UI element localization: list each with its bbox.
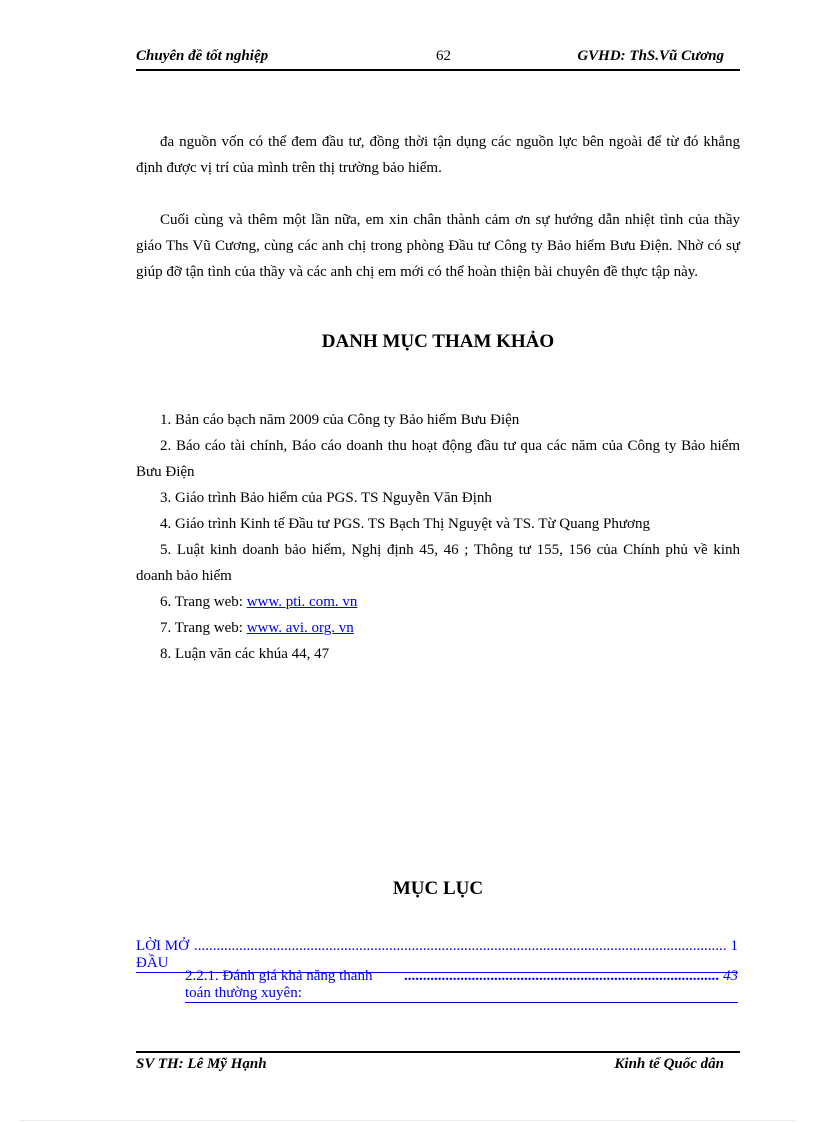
page-number: 62: [436, 48, 451, 64]
references-title: DANH MỤC THAM KHẢO: [321, 331, 555, 352]
reference-item: 2. Báo cáo tài chính, Báo cáo doanh thu hoạt động đầu tư qua các năm của Công ty Bảo hiểm Bưu Điện: [136, 438, 740, 480]
footer-divider: [136, 1051, 740, 1053]
link-pti[interactable]: www. pti. com. vn: [246, 594, 358, 610]
references-list: [136, 407, 740, 667]
paragraph-text: Cuối cùng và thêm một lần nữa, em xin chân thành cảm ơn sự hướng dẫn nhiệt tình của thầy giáo Ths Vũ Cương, cùng các anh chị trong phòng Đầu tư Công ty Bảo hiểm Bưu Điện. Nhờ có sự giúp đỡ tận tình của thầy và các anh chị em mới có thể hoàn thiện bài chuyên đề thực tập này.: [136, 212, 740, 280]
reference-label: 6. Trang web:: [160, 594, 247, 610]
link-avi[interactable]: www. avi. org. vn: [246, 620, 354, 636]
toc-title: MỤC LỤC: [392, 878, 484, 899]
reference-item: [136, 615, 740, 641]
page-footer: [136, 1056, 740, 1073]
toc-leader: ..............................................................................................................................................: [194, 938, 727, 954]
header-divider: [136, 69, 740, 71]
body-paragraph-2: [136, 207, 740, 285]
reference-item: 4. Giáo trình Kinh tế Đầu tư PGS. TS Bạch Thị Nguyệt và TS. Từ Quang Phương: [160, 516, 650, 532]
toc-page: 1: [730, 938, 738, 954]
reference-label: 7. Trang web:: [160, 620, 247, 636]
page-header: [136, 48, 740, 68]
paragraph-text: đa nguồn vốn có thể đem đầu tư, đồng thời tận dụng các nguồn lực bên ngoài để từ đó khẳng định được vị trí của mình trên thị trường bảo hiểm.: [136, 134, 740, 176]
header-right: GVHD: ThS.Vũ Cương: [577, 48, 724, 64]
toc-label: 2.2.1. Đánh giá khả năng thanh toán thường xuyên:: [185, 968, 373, 1001]
reference-item: 1. Bản cáo bạch năm 2009 của Công ty Bảo hiểm Bưu Điện: [160, 412, 520, 428]
footer-left: SV TH: Lê Mỹ Hạnh: [136, 1056, 267, 1072]
toc-entry-2[interactable]: [185, 968, 738, 1003]
reference-item: 3. Giáo trình Bảo hiểm của PGS. TS Nguyễn Văn Định: [160, 490, 492, 506]
toc-leader: ....................................................................................: [404, 968, 719, 984]
header-left: Chuyên đề tốt nghiệp: [136, 48, 269, 64]
reference-item: [136, 589, 740, 615]
toc-page: 43: [723, 968, 738, 984]
body-paragraph-1: [136, 129, 740, 181]
reference-item: 5. Luật kinh doanh bảo hiểm, Nghị định 45, 46 ; Thông tư 155, 156 của Chính phủ về kinh doanh bảo hiểm: [136, 542, 740, 584]
footer-right: Kinh tế Quốc dân: [614, 1056, 724, 1072]
page-edge: [20, 1120, 796, 1121]
reference-item: 8. Luận văn các khúa 44, 47: [160, 646, 330, 662]
toc-label: LỜI MỞ ĐẦU: [136, 938, 189, 971]
